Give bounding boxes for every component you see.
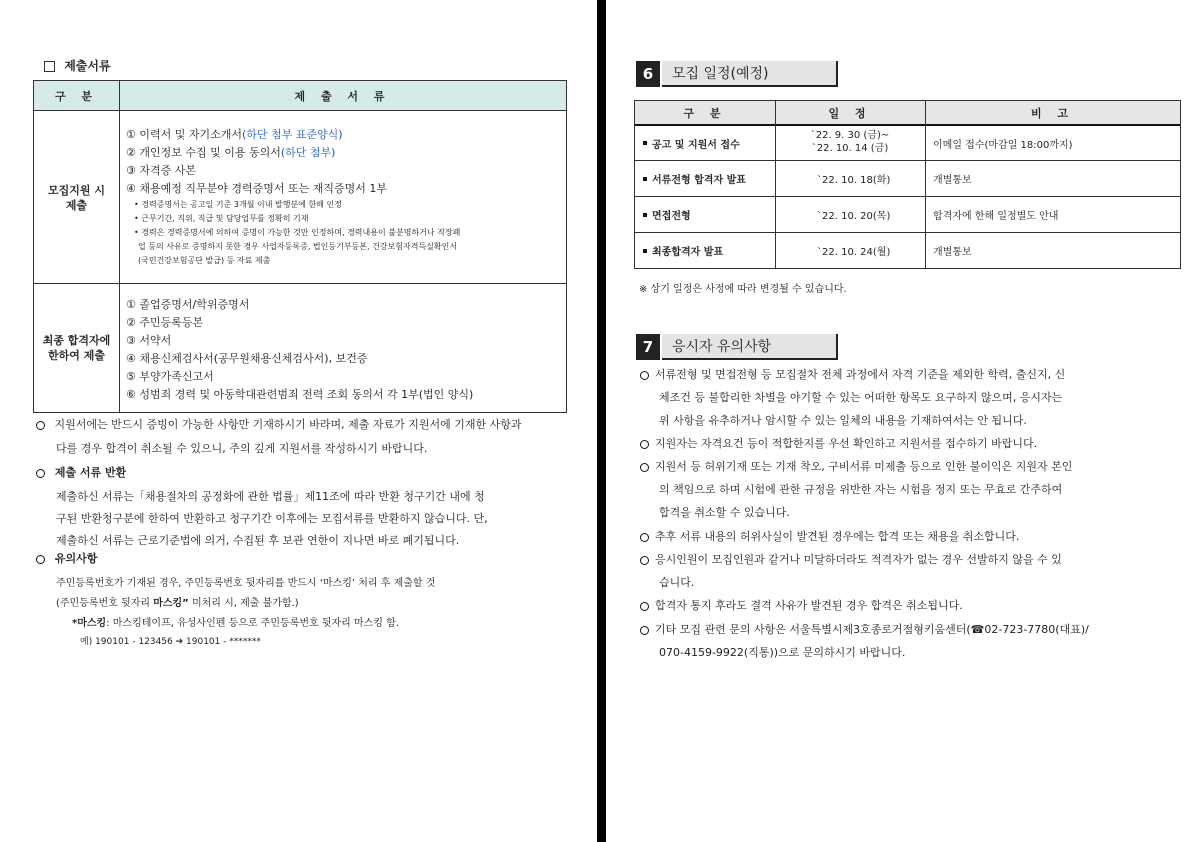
schedule-row-note: 개별통보 bbox=[933, 247, 972, 258]
row-label-final: 최종 합격자에 한하여 제출 bbox=[42, 334, 111, 362]
notice-cont: 다를 경우 합격이 취소될 수 있으니, 주의 깊게 지원서를 작성하시기 바랍니다. bbox=[56, 442, 428, 455]
schedule-row-note: 이메일 접수(마감일 18:00까지) bbox=[933, 139, 1073, 151]
caution-item: 추후 서류 내용의 허위사실이 발견된 경우에는 합격 또는 채용을 취소합니다. bbox=[640, 528, 1019, 544]
caution-item-cont: 070-4159-9922(직통))으로 문의하시기 바랍니다. bbox=[659, 646, 906, 659]
table-header-category: 구 분 bbox=[34, 81, 119, 111]
doc-subnote: • 근무기간, 직위, 직급 및 담당업무를 정확히 기재 bbox=[134, 214, 309, 223]
caution-item: 지원자는 자격요건 등이 적합한지를 우선 확인하고 지원서를 접수하기 바랍니다. bbox=[640, 435, 1037, 451]
caution-item: 합격자 통지 후라도 결격 사유가 발견된 경우 합격은 취소됩니다. bbox=[640, 597, 963, 613]
documents-table bbox=[33, 80, 567, 413]
caution-item-cont: 위 사항을 유추하거나 암시할 수 있는 일체의 내용을 기재하여서는 안 됩니다. bbox=[659, 414, 1027, 427]
caution-item-cont: 합격을 취소할 수 있습니다. bbox=[659, 506, 790, 519]
schedule-row-date: `22. 10. 20(목) bbox=[817, 211, 891, 222]
square-bullet-icon bbox=[643, 177, 647, 181]
section-number-7: 7 bbox=[636, 334, 660, 360]
circle-bullet-icon bbox=[36, 469, 45, 478]
section-title-schedule: 모집 일정(예정) bbox=[662, 61, 838, 87]
notice: 지원서에는 반드시 증빙이 가능한 사항만 기재하시기 바라며, 제출 자료가 지원서에 기재한 사항과 bbox=[36, 416, 522, 432]
caution-item: 기타 모집 관련 문의 사항은 서울특별시제3호종로거점형키움센터(☎02-723-7780(대표)/ bbox=[640, 621, 1089, 637]
schedule-footnote: ※ 상기 일정은 사정에 따라 변경될 수 있습니다. bbox=[639, 284, 847, 295]
doc-item: ① 이력서 및 자기소개서(하단 첨부 표준양식) bbox=[126, 128, 343, 141]
caution-text: 주민등록번호가 기재된 경우, 주민등록번호 뒷자리를 반드시 ‘마스킹’ 처리 후 제출할 것 bbox=[56, 578, 436, 589]
caution-text: (주민등록번호 뒷자리 마스킹” 미처리 시, 제출 불가함.) bbox=[56, 598, 299, 609]
schedule-row-date: `22. 9. 30 (금)~ `22. 10. 14 (금) bbox=[810, 130, 890, 154]
checkbox-square-icon bbox=[44, 61, 55, 72]
circle-bullet-icon bbox=[640, 556, 649, 565]
schedule-row-date: `22. 10. 18(화) bbox=[817, 175, 891, 186]
circle-bullet-icon bbox=[640, 440, 649, 449]
circle-bullet-icon bbox=[36, 555, 45, 564]
caution-item: 응시인원이 모집인원과 같거나 미달하더라도 적격자가 없는 경우 선발하지 않을 수 있 bbox=[640, 551, 1062, 567]
square-bullet-icon bbox=[643, 213, 647, 217]
schedule-row-name: 최종합격자 발표 bbox=[643, 233, 775, 268]
caution-item-cont: 의 책임으로 하며 시험에 관한 규정을 위반한 자는 시험을 정지 또는 무효로 간주하여 bbox=[659, 483, 1063, 496]
row-label-application: 모집지원 시 제출 bbox=[48, 183, 105, 212]
caution-item: 지원서 등 허위기재 또는 기재 착오, 구비서류 미제출 등으로 인한 불이익은 지원자 본인 bbox=[640, 458, 1072, 474]
table-divider bbox=[925, 101, 926, 268]
circle-bullet-icon bbox=[640, 626, 649, 635]
schedule-row-date: `22. 10. 24(월) bbox=[817, 247, 891, 258]
section-number-6: 6 bbox=[636, 61, 660, 87]
masking-example: 예) 190101 - 123456 ➔ 190101 - ******* bbox=[80, 637, 261, 647]
doc-item: ③ 자격증 사본 bbox=[126, 164, 196, 177]
circle-bullet-icon bbox=[640, 463, 649, 472]
section-title-cautions: 응시자 유의사항 bbox=[662, 334, 838, 360]
caution-item-cont: 습니다. bbox=[659, 576, 695, 589]
square-bullet-icon bbox=[643, 249, 647, 253]
caution-item: 서류전형 및 면접전형 등 모집절차 전체 과정에서 자격 기준을 제외한 학력, 출신지, 신 bbox=[640, 366, 1065, 382]
return-text: 제출하신 서류는 근로기준법에 의거, 수집된 후 보관 연한이 지나면 바로 폐기됩니다. bbox=[56, 534, 460, 547]
doc-item: ③ 서약서 bbox=[126, 334, 172, 347]
table-divider bbox=[119, 81, 120, 412]
schedule-row-name: 공고 및 지원서 접수 bbox=[643, 126, 775, 160]
doc-item: ④ 채용신체검사서(공무원채용신체검사서), 보건증 bbox=[126, 352, 368, 365]
square-bullet-icon bbox=[643, 141, 647, 145]
doc-subnote: • 경력은 경력증명서에 의하여 증명이 가능한 것만 인정하며, 경력내용이 불분명하거나 직장폐 bbox=[134, 228, 461, 237]
schedule-header-date: 일 정 bbox=[775, 101, 925, 124]
circle-bullet-icon bbox=[640, 371, 649, 380]
circle-bullet-icon bbox=[640, 533, 649, 542]
doc-item: ② 주민등록등본 bbox=[126, 316, 204, 329]
left-page bbox=[0, 0, 597, 842]
schedule-header-category: 구 분 bbox=[635, 101, 775, 124]
circle-bullet-icon bbox=[36, 421, 45, 430]
return-text: 제출하신 서류는「채용절차의 공정화에 관한 법률」제11조에 따라 반환 청구기간 내에 청 bbox=[56, 490, 485, 503]
section-heading bbox=[44, 57, 111, 74]
caution-item-cont: 체조건 등 불합리한 차별을 야기할 수 있는 어떠한 항목도 요구하지 않으며, 응시자는 bbox=[659, 391, 1063, 404]
doc-subnote: (국민건강보험공단 발급) 등 자료 제출 bbox=[138, 256, 271, 265]
return-heading: 제출 서류 반환 bbox=[36, 464, 126, 480]
schedule-row-note: 합격자에 한해 일정별도 안내 bbox=[933, 211, 1059, 222]
schedule-row-name: 서류전형 합격자 발표 bbox=[643, 161, 775, 196]
right-page bbox=[606, 0, 1200, 842]
doc-item: ⑥ 성범죄 경력 및 아동학대관련범죄 전력 조회 동의서 각 1부(법인 양식) bbox=[126, 388, 474, 401]
return-text: 구된 반환청구분에 한하여 반환하고 청구기간 이후에는 모집서류를 반환하지 않습니다. 단, bbox=[56, 512, 488, 525]
table-header-documents: 제 출 서 류 bbox=[119, 81, 566, 111]
doc-item: ① 졸업증명서/학위증명서 bbox=[126, 298, 250, 311]
doc-item: ④ 채용예정 직무분야 경력증명서 또는 재직증명서 1부 bbox=[126, 182, 387, 195]
doc-item: ⑤ 부양가족신고서 bbox=[126, 370, 214, 383]
schedule-table bbox=[634, 100, 1181, 269]
section-title: 제출서류 bbox=[64, 59, 111, 73]
doc-subnote: • 경력증명서는 공고일 기준 3개월 이내 발행분에 한해 인정 bbox=[134, 200, 342, 209]
caution-heading: 유의사항 bbox=[36, 550, 97, 566]
circle-bullet-icon bbox=[640, 602, 649, 611]
masking-note: *마스킹: 마스킹테이프, 유성사인펜 등으로 주민등록번호 뒷자리 마스킹 함. bbox=[72, 618, 400, 629]
doc-subnote: 업 등의 사유로 증명하지 못한 경우 사업자등록증, 법인등기부등본, 건강보험자격득실확인서 bbox=[138, 242, 458, 251]
doc-item: ② 개인정보 수집 및 이용 동의서(하단 첨부) bbox=[126, 146, 336, 159]
schedule-row-note: 개별통보 bbox=[933, 175, 972, 186]
schedule-row-name: 면접전형 bbox=[643, 197, 775, 232]
schedule-header-note: 비 고 bbox=[925, 101, 1180, 124]
